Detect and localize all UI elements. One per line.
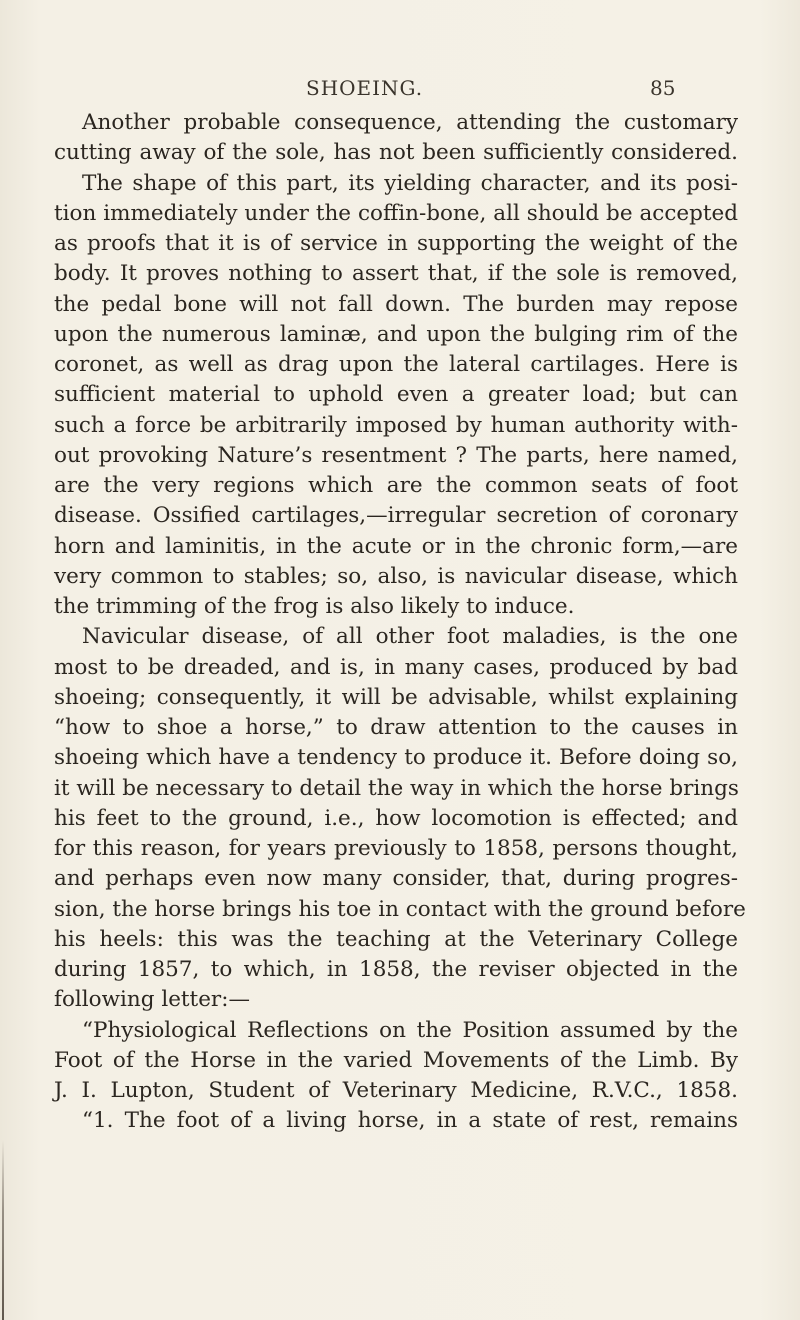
text-line: J. I. Lupton, Student of Veterinary Medicine, R.V.C., 1858. [54, 1078, 738, 1103]
text-line: Foot of the Horse in the varied Movements of the Limb. By [54, 1047, 738, 1073]
text-line: out provoking Nature’s resentment ? The parts, here named, [54, 442, 738, 468]
text-line: coronet, as well as drag upon the lateral cartilages. Here is [54, 352, 738, 377]
text-line: the pedal bone will not fall down. The burden may repose [54, 291, 738, 317]
text-line: his heels: this was the teaching at the Veterinary College [54, 926, 738, 952]
page-edge-shadow [2, 1140, 4, 1320]
text-line: such a force be arbitrarily imposed by human authority with- [54, 412, 738, 438]
text-line: it will be necessary to detail the way in which the horse brings [54, 775, 739, 801]
text-line: disease. Ossified cartilages,—irregular secretion of coronary [54, 503, 738, 529]
text-line: cutting away of the sole, has not been sufficiently considered. [54, 140, 738, 166]
text-line: shoeing; consequently, it will be advisable, whilst explaining [54, 684, 738, 710]
text-line: sufficient material to uphold even a greater load; but can [54, 382, 738, 408]
running-title: SHOEING. [306, 76, 424, 100]
text-line: as proofs that it is of service in supporting the weight of the [54, 231, 738, 256]
text-line: are the very regions which are the common seats of foot [54, 473, 738, 498]
body-text [54, 108, 746, 1137]
text-line: for this reason, for years previously to 1858, persons thought, [54, 836, 738, 861]
text-line: shoeing which have a tendency to produce it. Before doing so, [54, 745, 738, 771]
text-line: “how to shoe a horse,” to draw attention to the causes in [54, 715, 738, 740]
running-head [0, 76, 800, 106]
text-line: horn and laminitis, in the acute or in the chronic form,—are [54, 533, 738, 559]
text-line: the trimming of the frog is also likely to induce. [54, 594, 575, 619]
text-line: and perhaps even now many consider, that, during progres- [54, 866, 738, 892]
text-line: “Physiological Reflections on the Position assumed by the [82, 1017, 738, 1043]
text-line: very common to stables; so, also, is navicular disease, which [54, 563, 738, 589]
text-line: The shape of this part, its yielding character, and its posi- [82, 170, 738, 196]
text-line: during 1857, to which, in 1858, the reviser objected in the [54, 957, 738, 982]
text-line: “1. The foot of a living horse, in a state of rest, remains [82, 1108, 738, 1134]
page-number: 85 [650, 76, 676, 100]
text-line: Another probable consequence, attending the customary [82, 110, 738, 135]
text-line: tion immediately under the coffin-bone, all should be accepted [54, 200, 738, 226]
text-line: upon the numerous laminæ, and upon the bulging rim of the [54, 321, 738, 347]
text-line: sion, the horse brings his toe in contact with the ground before [54, 896, 746, 922]
text-line: following letter:— [54, 987, 250, 1013]
text-line: Navicular disease, of all other foot maladies, is the one [82, 624, 738, 650]
text-line: his feet to the ground, i.e., how locomotion is effected; and [54, 805, 738, 831]
text-line: body. It proves nothing to assert that, if the sole is removed, [54, 261, 738, 287]
text-line: most to be dreaded, and is, in many cases, produced by bad [54, 654, 738, 680]
